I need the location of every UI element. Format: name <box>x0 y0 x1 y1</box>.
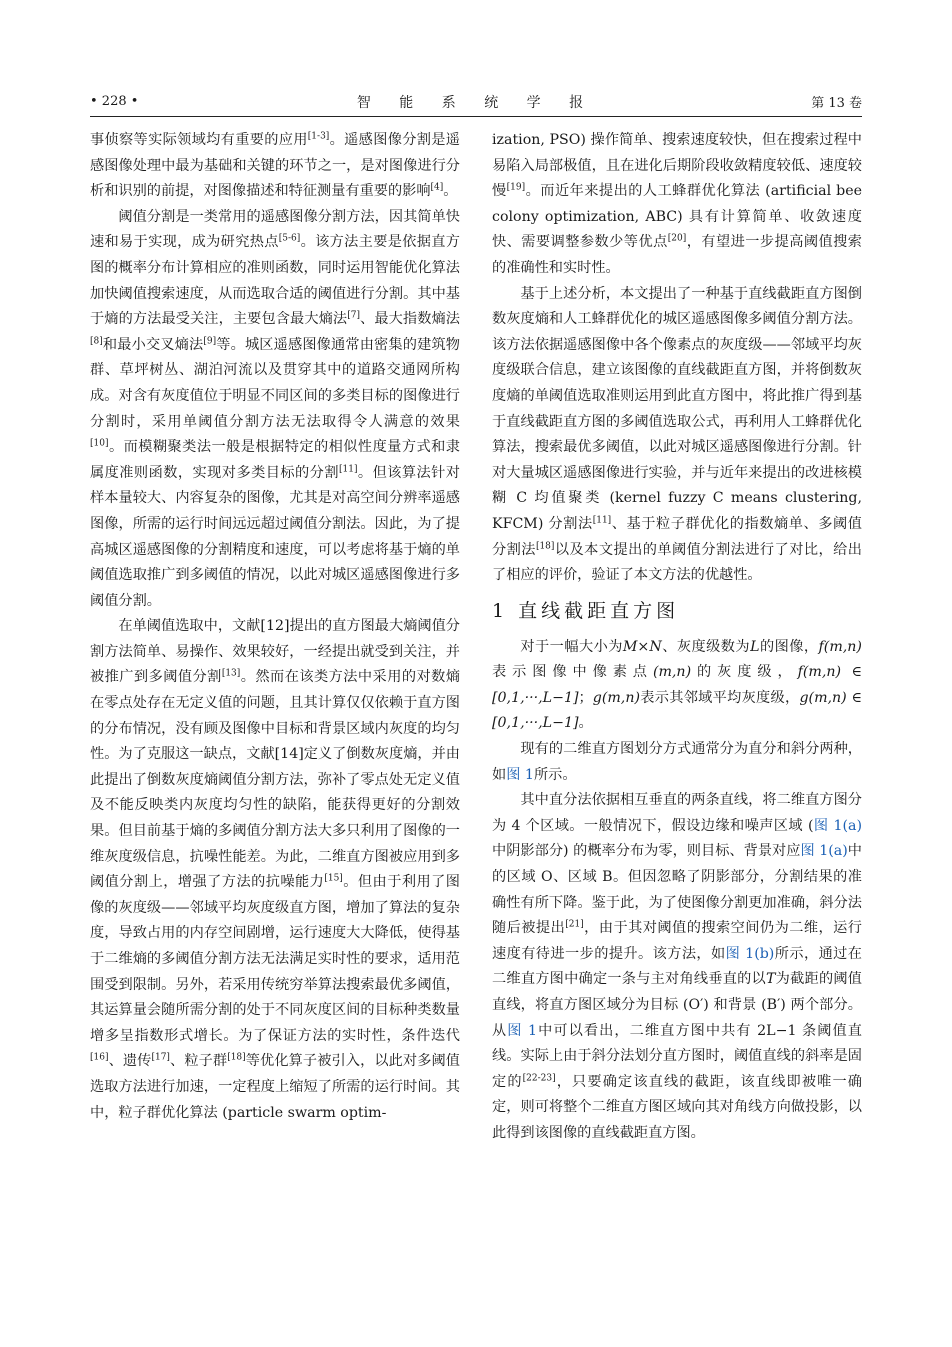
paragraph: 基于上述分析，本文提出了一种基于直线截距直方图倒数灰度熵和人工蜂群优化的城区遥感图像多阈值分割方法。该方法依据遥感图像中各个像素点的灰度级——邻域平均灰度级联合信息，建立该图像的直线截距直方图，并将倒数灰度熵的单阈值选取准则运用到此直方图中，将此推广得到基于直线截距直方图的多阈值选取公式，再利用人工蜂群优化算法，搜索最优多阈值，以此对城区遥感图像进行分割。针对大量城区遥感图像进行实验，并与近年来提出的改进核模糊 C 均值聚类 (kernel fuzzy C means clustering, KFCM) 分割法[11]、基于粒子群优化的指数熵单、多阈值分割法[18]以及本文提出的单阈值分割法进行了对比，给出了相应的评价，验证了本文方法的优越性。 <box>492 285 862 584</box>
citation[interactable]: [16] <box>90 1052 109 1063</box>
paragraph: 对于一幅大小为M×N、灰度级数为L的图像，f(m,n)表示图像中像素点(m,n)的灰度级，f(m,n) ∈ [0,1,···,L−1]；g(m,n)表示其邻域平均灰度级，g(m,n) ∈ [0,1,···,L−1]。 <box>492 638 862 732</box>
figure-link[interactable]: 图 1(a) <box>813 817 862 834</box>
citation[interactable]: [18] <box>535 540 555 551</box>
citation[interactable]: [5-6] <box>278 233 301 244</box>
paragraph: ization, PSO) 操作简单、搜索速度较快，但在搜索过程中易陷入局部极值，且在进化后期阶段收敛精度较低、速度较慢[19]。而近年来提出的人工蜂群优化算法 (artificial bee colony optimization, ABC) 具有计算简单、收敛速度快、需要调整参数少等优点[20]，有望进一步提高阈值搜索的准确性和实时性。 <box>492 132 862 276</box>
paragraph: 事侦察等实际领域均有重要的应用[1-3]。遥感图像分割是遥感图像处理中最为基础和关键的环节之一，是对图像进行分析和识别的前提，对图像描述和特征测量有重要的影响[4]。 <box>90 131 460 200</box>
citation[interactable]: [18] <box>227 1052 246 1063</box>
figure-link[interactable]: 图 1 <box>507 1022 538 1039</box>
citation[interactable]: [19] <box>506 182 526 193</box>
citation[interactable]: [9] <box>203 336 217 347</box>
paragraph: 现有的二维直方图划分方式通常分为直分和斜分两种，如图 1所示。 <box>492 741 862 783</box>
citation[interactable]: [7] <box>347 310 360 321</box>
paragraph: 在单阈值选取中，文献[12]提出的直方图最大熵阈值分割方法简单、易操作、效果较好，一经提出就受到关注，并被推广到多阈值分割[13]。然而在该类方法中采用的对数熵在零点处存在无定义值的问题，且其计算仅仅依赖于直方图的分布情况，没有顾及图像中目标和背景区域内灰度的均匀性。为了克服这一缺点，文献[14]定义了倒数灰度熵，并由此提出了倒数灰度熵阈值分割方法，弥补了零点处无定义值及不能反映类内灰度均匀性的缺陷，能获得更好的分割效果。但目前基于熵的多阈值分割方法大多只利用了图像的一维灰度级信息，抗噪性能差。为此，二维直方图被应用到多阈值分割上，增强了方法的抗噪能力[15]。但由于利用了图像的灰度级——邻域平均灰度级直方图，增加了算法的复杂度，导致占用的内存空间剧增，运行速度大大降低，使得基于二维熵的多阈值分割方法无法满足实时性的要求，适用范围受到限制。另外，若采用传统穷举算法搜索最优多阈值，其运算量会随所需分割的处于不同灰度区间的目标种类数量增多呈指数形式增长。为了保证方法的实时性，条件迭代[16]、遗传[17]、粒子群[18]等优化算子被引入，以此对多阈值选取方法进行加速，一定程度上缩短了所需的运行时间。其中，粒子群优化算法 (particle swarm optim- <box>90 618 460 1121</box>
citation[interactable]: [20] <box>667 233 687 244</box>
section-heading: 1 直线截距直方图 <box>492 599 680 622</box>
paragraph: 其中直分法依据相互垂直的两条直线，将二维直方图分为 4 个区域。一般情况下，假设边缘和噪声区域 (图 1(a)中阴影部分) 的概率分布为零，则目标、背景对应图 1(a)中的区域 O、区域 B。但因忽略了阴影部分，分割结果的准确性有所下降。鉴于此，为了使图像分割更加准确，斜分法随后被提出[21]，由于其对阈值的搜索空间仍为二维，运行速度有待进一步的提升。该方法，如图 1(b)所示，通过在二维直方图中确定一条与主对角线垂直的以T为截距的阈值直线，将直方图区域分为目标 (O′) 和背景 (B′) 两个部分。从图 1中可以看出，二维直方图中共有 2L−1 条阈值直线。实际上由于斜分法划分直方图时，阈值直线的斜率是固定的[22-23]，只要确定该直线的截距，该直线即被唯一确定，则可将整个二维直方图区域向其对角线方向做投影，以此得到该图像的直线截距直方图。 <box>492 792 862 1141</box>
figure-link[interactable]: 图 1(b) <box>725 945 775 962</box>
paragraph: 阈值分割是一类常用的遥感图像分割方法，因其简单快速和易于实现，成为研究热点[5-6]。该方法主要是依据直方图的概率分布计算相应的准则函数，同时运用智能优化算法加快阈值搜索速度，从而选取合适的阈值进行分割。其中基于熵的方法最受关注，主要包含最大熵法[7]、最大指数熵法[8]和最小交叉熵法[9]等。城区遥感图像通常由密集的建筑物群、草坪树丛、湖泊河流以及贯穿其中的道路交通网所构成。对含有灰度值位于明显不同区间的多类目标的图像进行分割时，采用单阈值分割方法无法取得令人满意的效果[10]。而模糊聚类法一般是根据特定的相似性度量方式和隶属度准则函数，实现对多类目标的分割[11]。但该算法针对样本量较大、内容复杂的图像，尤其是对高空间分辨率遥感图像，所需的运行时间远远超过阈值分割法。因此，为了提高城区遥感图像的分割精度和速度，可以考虑将基于熵的单阈值选取推广到多阈值的情况，以此对城区遥感图像进行多阈值分割。 <box>90 208 460 609</box>
page-number: • 228 • <box>90 94 139 109</box>
figure-link[interactable]: 图 1 <box>506 766 534 783</box>
citation[interactable]: [11] <box>338 463 358 474</box>
figure-link[interactable]: 图 1(a) <box>800 843 848 860</box>
citation[interactable]: [17] <box>151 1052 170 1063</box>
citation[interactable]: [22-23] <box>522 1073 556 1084</box>
citation[interactable]: [13] <box>221 668 241 679</box>
citation[interactable]: [21] <box>565 919 584 930</box>
citation[interactable]: [11] <box>592 515 612 526</box>
citation[interactable]: [10] <box>90 438 109 449</box>
header-rule <box>90 116 862 117</box>
journal-title: 智 能 系 统 学 报 <box>356 95 596 111</box>
page-header <box>90 92 862 116</box>
volume-label: 第 13 卷 <box>811 96 862 111</box>
right-column <box>492 128 862 1147</box>
citation[interactable]: [4] <box>430 182 444 193</box>
citation[interactable]: [1-3] <box>307 131 330 142</box>
citation[interactable]: [15] <box>324 873 343 884</box>
left-column <box>90 128 460 1126</box>
citation[interactable]: [8] <box>90 336 103 347</box>
